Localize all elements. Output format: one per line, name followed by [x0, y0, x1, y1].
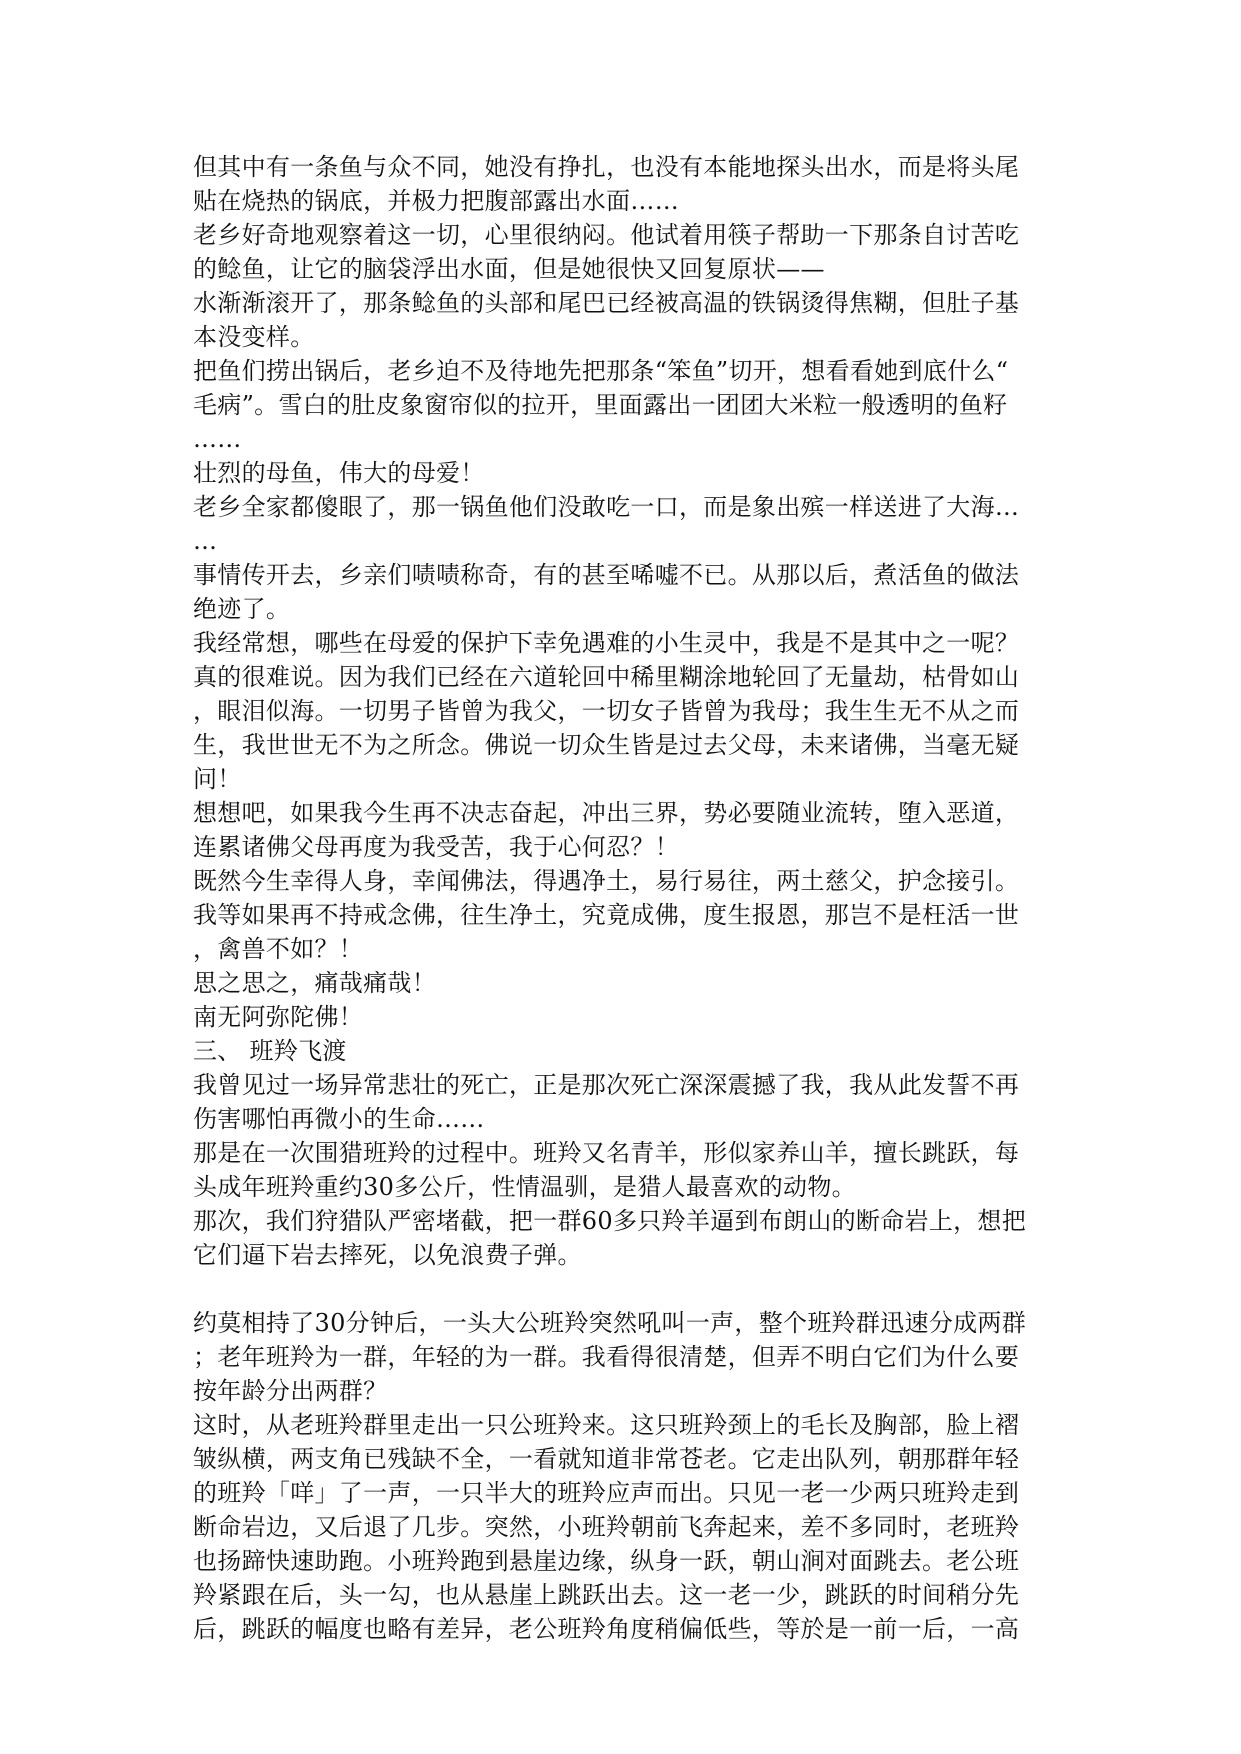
- text-line: 那是在一次围猎班羚的过程中。班羚又名青羊，形似家养山羊，擅长跳跃，每: [193, 1139, 1020, 1167]
- document-body: [193, 150, 1048, 1646]
- text-line: 南无阿弥陀佛！: [193, 1003, 364, 1031]
- text-line: 连累诸佛父母再度为我受苦，我于心何忍？！: [193, 833, 679, 861]
- text-line: 我经常想，哪些在母爱的保护下幸免遇难的小生灵中，我是不是其中之一呢？: [193, 629, 1020, 657]
- text-line: 也扬蹄快速助跑。小班羚跑到悬崖边缘，纵身一跃，朝山涧对面跳去。老公班: [193, 1547, 1020, 1575]
- text-line: 水渐渐滚开了，那条鲶鱼的头部和尾巴已经被高温的铁锅烫得焦糊，但肚子基: [193, 289, 1020, 317]
- text-line: 羚紧跟在后，头一勾，也从悬崖上跳跃出去。这一老一少，跳跃的时间稍分先: [193, 1581, 1020, 1609]
- text-line: 的班羚「咩」了一声，一只半大的班羚应声而出。只见一老一少两只班羚走到: [193, 1479, 1020, 1507]
- text-line: 既然今生幸得人身，幸闻佛法，得遇净土，易行易往，两土慈父，护念接引。: [193, 867, 1020, 895]
- text-line: 老乡好奇地观察着这一切，心里很纳闷。他试着用筷子帮助一下那条自讨苦吃: [193, 221, 1020, 249]
- text-line: 贴在烧热的锅底，并极力把腹部露出水面……: [193, 187, 679, 215]
- text-line: 想想吧，如果我今生再不决志奋起，冲出三界，势必要随业流转，堕入恶道，: [193, 799, 1020, 827]
- text-line: 头成年班羚重约30多公斤，性情温驯，是猎人最喜欢的动物。: [193, 1173, 856, 1201]
- text-line: 把鱼们捞出锅后，老乡迫不及待地先把那条“笨鱼”切开，想看看她到底什么“: [193, 357, 1009, 385]
- text-line: 本没变样。: [193, 323, 315, 351]
- text-line: 伤害哪怕再微小的生命……: [193, 1105, 485, 1133]
- text-line: 真的很难说。因为我们已经在六道轮回中稀里糊涂地轮回了无量劫，枯骨如山: [193, 663, 1020, 691]
- text-line: 老乡全家都傻眼了，那一锅鱼他们没敢吃一口，而是象出殡一样送进了大海…: [193, 493, 1020, 521]
- text-line: 事情传开去，乡亲们啧啧称奇，有的甚至唏嘘不已。从那以后，煮活鱼的做法: [193, 561, 1020, 589]
- text-line: 壮烈的母鱼，伟大的母爱！: [193, 459, 485, 487]
- text-line: ……: [193, 425, 242, 453]
- text-line: 按年龄分出两群？: [193, 1377, 388, 1405]
- blank-line: [193, 1272, 1048, 1306]
- text-line: 三、 班羚飞渡: [193, 1037, 347, 1065]
- text-line: ，眼泪似海。一切男子皆曾为我父，一切女子皆曾为我母；我生生无不从之而: [193, 697, 1020, 725]
- text-line: 但其中有一条鱼与众不同，她没有挣扎，也没有本能地探头出水，而是将头尾: [193, 153, 1020, 181]
- text-line: 这时，从老班羚群里走出一只公班羚来。这只班羚颈上的毛长及胸部，脸上褶: [193, 1411, 1020, 1439]
- text-line: 皱纵横，两支角已残缺不全，一看就知道非常苍老。它走出队列，朝那群年轻: [193, 1445, 1020, 1473]
- text-line: ；老年班羚为一群，年轻的为一群。我看得很清楚，但弄不明白它们为什么要: [193, 1343, 1020, 1371]
- text-line: 的鲶鱼，让它的脑袋浮出水面，但是她很快又回复原状——: [193, 255, 825, 283]
- text-line: 它们逼下岩去摔死，以免浪费子弹。: [193, 1241, 582, 1269]
- text-line: ，禽兽不如？！: [193, 935, 364, 963]
- text-line: 思之思之，痛哉痛哉！: [193, 969, 436, 997]
- text-line: 那次，我们狩猎队严密堵截，把一群60多只羚羊逼到布朗山的断命岩上，想把: [193, 1207, 1027, 1235]
- text-line: 生，我世世无不为之所念。佛说一切众生皆是过去父母，未来诸佛，当毫无疑: [193, 731, 1020, 759]
- text-line: 绝迹了。: [193, 595, 291, 623]
- text-line: 后，跳跃的幅度也略有差异，老公班羚角度稍偏低些，等於是一前一后，一高: [193, 1615, 1020, 1643]
- text-line: 约莫相持了30分钟后，一头大公班羚突然吼叫一声，整个班羚群迅速分成两群: [193, 1309, 1027, 1337]
- text-line: …: [193, 527, 218, 555]
- text-line: 毛病”。雪白的肚皮象窗帘似的拉开，里面露出一团团大米粒一般透明的鱼籽: [193, 391, 1008, 419]
- text-line: 问！: [193, 765, 242, 793]
- text-line: 断命岩边，又后退了几步。突然，小班羚朝前飞奔起来，差不多同时，老班羚: [193, 1513, 1020, 1541]
- text-line: 我等如果再不持戒念佛，往生净土，究竟成佛，度生报恩，那岂不是枉活一世: [193, 901, 1020, 929]
- text-line: 我曾见过一场异常悲壮的死亡，正是那次死亡深深震撼了我，我从此发誓不再: [193, 1071, 1020, 1099]
